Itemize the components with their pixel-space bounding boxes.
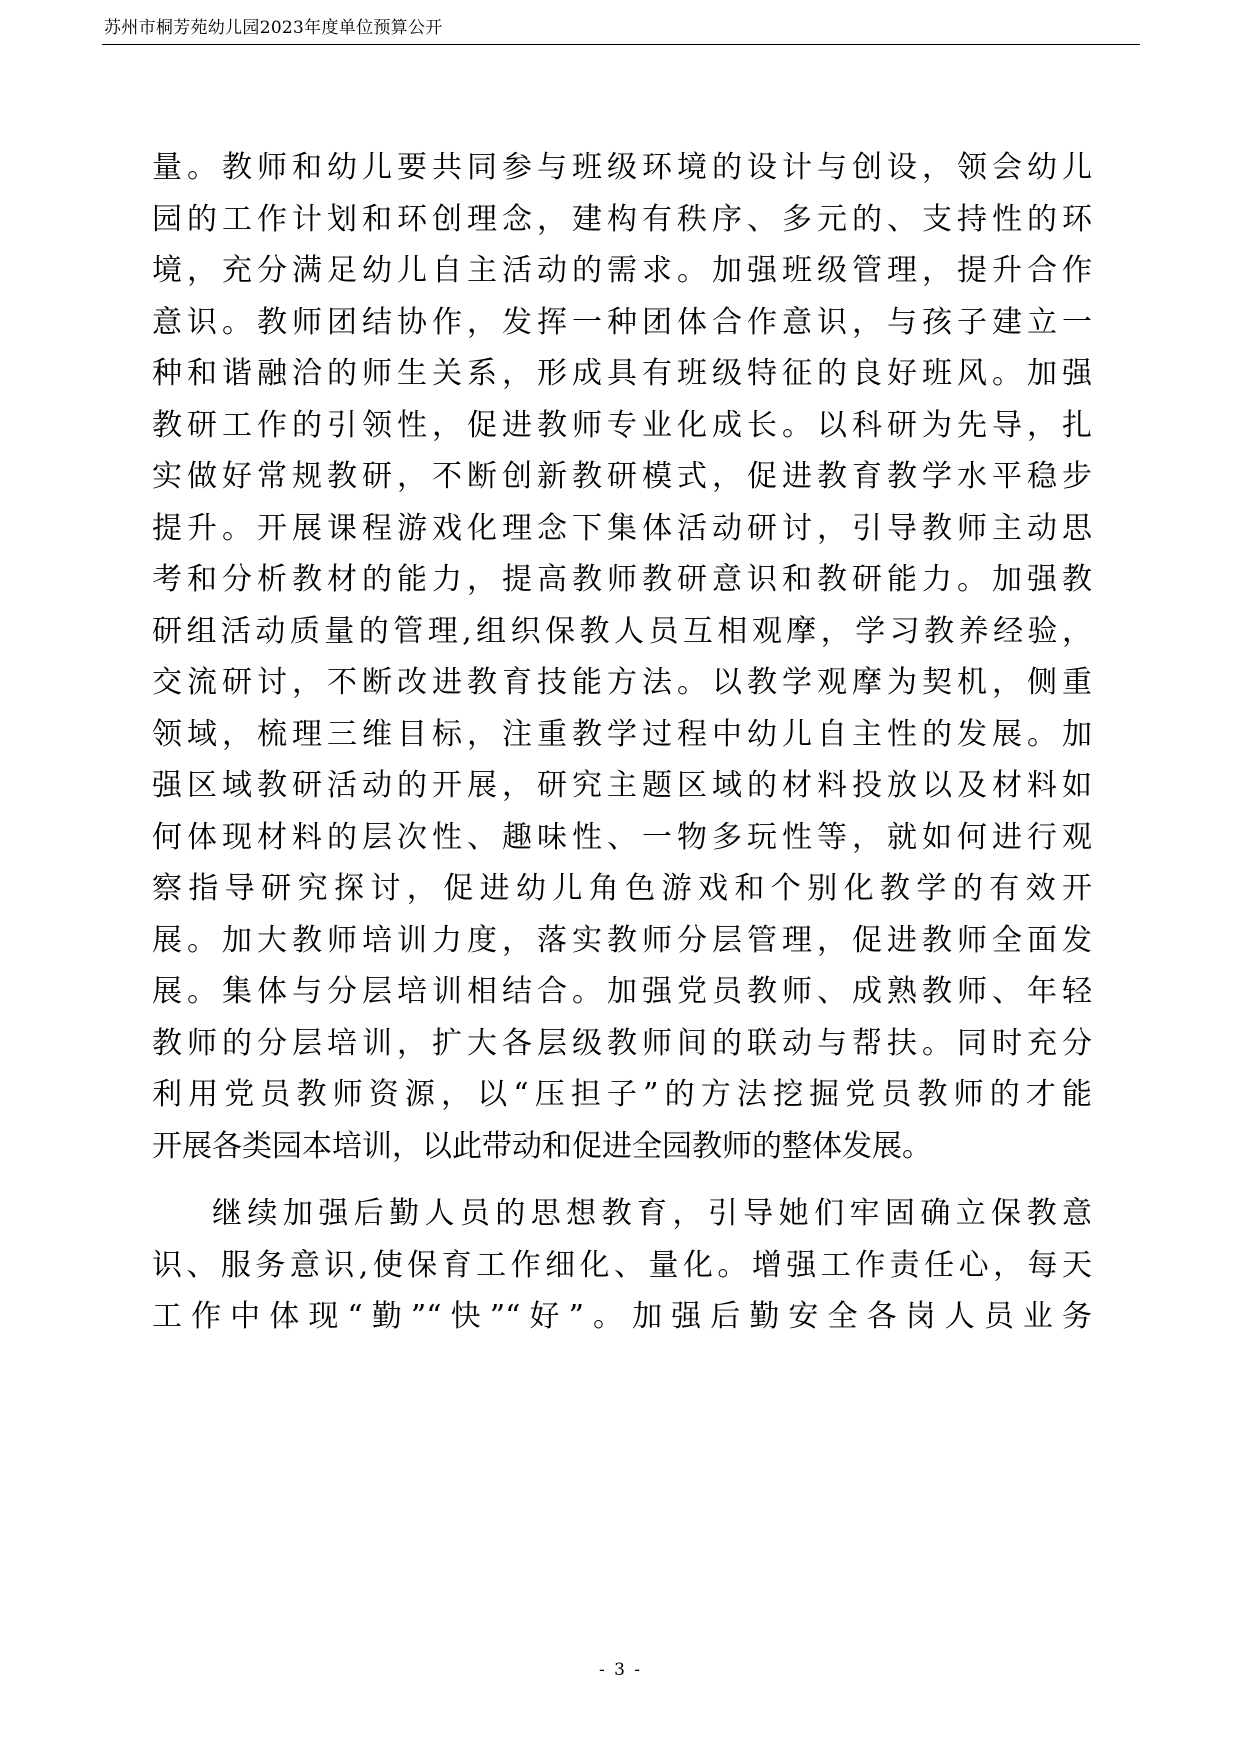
text-line: 交流研讨，不断改进教育技能方法。以教学观摩为契机，侧重 — [152, 665, 1092, 700]
text-line: 境，充分满足幼儿自主活动的需求。加强班级管理，提升合作 — [152, 253, 1092, 288]
text-line: 领域，梳理三维目标，注重教学过程中幼儿自主性的发展。加 — [152, 716, 1092, 752]
page-number: - 3 - — [598, 1660, 643, 1680]
text-line: 继续加强后勤人员的思想教育，引导她们牢固确立保教意 — [212, 1196, 1092, 1231]
text-line: 展。集体与分层培训相结合。加强党员教师、成熟教师、年轻 — [152, 974, 1092, 1009]
document-body — [152, 142, 1092, 1343]
page-header — [102, 14, 1140, 45]
text-line: 强区域教研活动的开展，研究主题区域的材料投放以及材料如 — [152, 768, 1092, 803]
header-title: 苏州市桐芳苑幼儿园2023年度单位预算公开 — [104, 18, 443, 38]
text-line: 识、服务意识,使保育工作细化、量化。增强工作责任心，每天 — [152, 1247, 1092, 1283]
text-line: 工作中体现“勤”“快”“好”。加强后勤安全各岗人员业务 — [152, 1299, 1092, 1334]
text-line: 实做好常规教研，不断创新教研模式，促进教育教学水平稳步 — [152, 459, 1092, 494]
text-line: 研组活动质量的管理,组织保教人员互相观摩，学习教养经验， — [152, 613, 1092, 649]
text-line: 教师的分层培训，扩大各层级教师间的联动与帮扶。同时充分 — [152, 1025, 1092, 1061]
text-line: 利用党员教师资源，以“压担子”的方法挖掘党员教师的才能 — [152, 1077, 1092, 1112]
text-line: 开展各类园本培训，以此带动和促进全园教师的整体发展。 — [152, 1128, 932, 1164]
text-line: 考和分析教材的能力，提高教师教研意识和教研能力。加强教 — [152, 562, 1092, 597]
text-line: 量。教师和幼儿要共同参与班级环境的设计与创设，领会幼儿 — [152, 150, 1092, 185]
text-line: 提升。开展课程游戏化理念下集体活动研讨，引导教师主动思 — [152, 510, 1092, 546]
text-line: 园的工作计划和环创理念，建构有秩序、多元的、支持性的环 — [152, 201, 1092, 237]
text-line: 种和谐融洽的师生关系，形成具有班级特征的良好班风。加强 — [152, 356, 1092, 391]
paragraph-gap — [152, 1172, 1092, 1188]
text-line: 察指导研究探讨，促进幼儿角色游戏和个别化教学的有效开 — [152, 871, 1092, 906]
text-line: 意识。教师团结协作，发挥一种团体合作意识，与孩子建立一 — [152, 304, 1092, 340]
text-line: 展。加大教师培训力度，落实教师分层管理，促进教师全面发 — [152, 922, 1092, 958]
text-line: 教研工作的引领性，促进教师专业化成长。以科研为先导，扎 — [152, 407, 1092, 443]
text-line: 何体现材料的层次性、趣味性、一物多玩性等，就如何进行观 — [152, 819, 1092, 855]
